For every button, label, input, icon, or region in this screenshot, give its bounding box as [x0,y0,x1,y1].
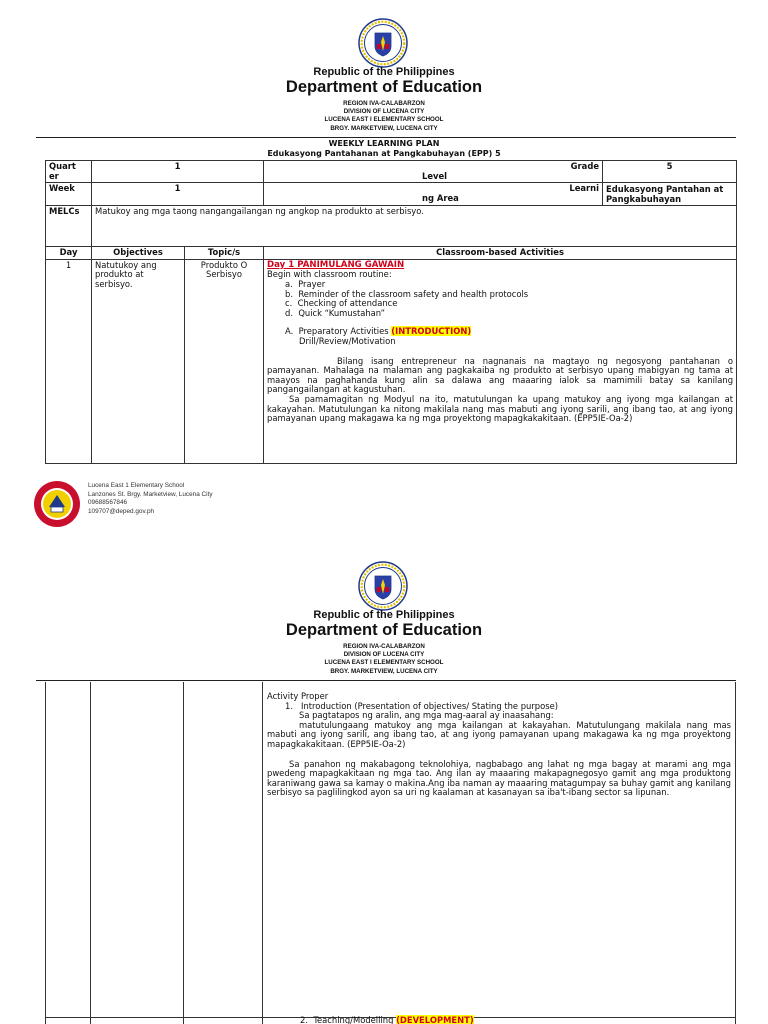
day1-objectives: Natutukoy ang produkto at serbisyo. [92,259,185,463]
footer-phone: 09688567846 [88,499,128,507]
learning-area-label: Learni [569,183,600,194]
melcs-value: Matukoy ang mga taong nangangailangan ng angkop na produkto at serbisyo. [92,206,737,247]
learning-area-value: Edukasyong Pantahan at Pangkabuhayan [603,183,737,206]
technology-paragraph: Sa panahon ng makabagong teknolohiya, nagbabago ang lahat ng mga bagay at marami ang mga pwedeng mapagkakitaan ng mga tao. Ang ilan ay maaaring makapagnegosyo gamit ang mga produktong karaniwang gawa sa kamay o makina.Ang iba naman ay maaaring matagumpay sa buhay gamit ang kanilang serbisyo sa paglilingkod ayon sa uri ng kaalaman at kasanayan sa iba't-ibang sector sa lipunan. [267,758,731,798]
learning-area-label-cont: ng Area [422,192,459,203]
day1-row [46,259,737,463]
header-topics: Topic/s [185,247,264,260]
republic-label: Republic of the Philippines [313,609,455,621]
footer-text [88,482,308,516]
address-label: BRGY. MARKETVIEW, LUCENA CITY [330,124,438,132]
drill-review-label: Drill/Review/Motivation [299,335,396,346]
activity-proper-block [267,692,731,798]
page2-col-line [45,682,46,1024]
page2-col-line [262,682,263,1024]
department-title: Department of Education [285,621,483,639]
day1-topic: Produkto O Serbisyo [185,259,264,463]
grade-value: 5 [603,161,737,183]
division-label: DIVISION OF LUCENA CITY [343,108,425,116]
introduction-item: 1. Introduction (Presentation of objectives/ Stating the purpose) [285,700,559,711]
header-activities: Classroom-based Activities [264,247,737,260]
routine-item: b. Reminder of the classroom safety and health protocols [285,288,529,299]
grade-label: Grade [570,161,600,171]
intro-expectation: Sa pagtatapos ng aralin, ang mga mag-aaral ay inaasahang: [299,710,554,721]
plan-heading [0,139,768,158]
footer-email: 109707@deped.gov.ph [88,507,155,515]
learning-plan-table [45,160,737,464]
header-divider [36,137,736,138]
preparatory-label: A. Preparatory Activities [285,326,389,337]
entrepreneur-paragraph: Bilang isang entrepreneur na nagnanais na magtayo ng negosyong pantahanan o pamayanan. Mahalaga na malaman ang pagkakaiba ng produkto at serbisyo upang mabigyan ng tama at maayos na paghahanda kung alin sa dalawa ang maaaring ialok sa mamimili batay sa kanilang pangangailangan at kagustuhan. [267,355,734,395]
column-header-row [46,247,737,260]
day1-number: 1 [46,259,92,463]
page1-header [0,66,768,133]
quarter-row [46,161,737,183]
plan-title: WEEKLY LEARNING PLAN [328,139,440,148]
grade-label-cell [264,161,603,183]
learning-area-label-cell [264,183,603,206]
school-label: LUCENA EAST I ELEMENTARY SCHOOL [324,116,444,124]
region-label: REGION IVA-CALABARZON [343,100,425,107]
address-label: BRGY. MARKETVIEW, LUCENA CITY [330,667,438,675]
page2-header-divider [36,680,736,681]
day1-activities [264,259,737,463]
teaching-modelling-item [300,1016,474,1024]
footer-address: Lanzones St. Brgy. Marketview, Lucena City [88,490,213,498]
department-title: Department of Education [285,78,483,96]
division-label: DIVISION OF LUCENA CITY [343,651,425,659]
intro-paragraph: matutulungaang matukoy ang mga kailangan at kakayahan. Matutulungang makilala nang mas mabuti ang iyong sarili, ang ibang tao, at ang iyong pamayanan upang makagawa ka ng mga proyektong mapagkakakitaan. (EPP5IE-Oa-2) [267,719,731,749]
week-row [46,183,737,206]
subject-title: Edukasyong Pantahanan at Pangkabuhayan (EPP) 5 [267,148,501,158]
activity-proper-label: Activity Proper [267,691,329,701]
page2-col-line [90,682,91,1024]
quarter-value: 1 [92,161,264,183]
page2-col-line [183,682,184,1024]
header-objectives: Objectives [92,247,185,260]
routine-intro: Begin with classroom routine: [267,269,392,280]
routine-item: d. Quick “Kumustahan” [285,307,385,318]
header-day: Day [46,247,92,260]
deped-seal-icon [358,18,408,68]
teaching-label: 2. Teaching/Modelling [300,1015,394,1024]
region-label: REGION IVA-CALABARZON [343,643,425,650]
week-value: 1 [92,183,264,206]
page2-col-line [735,682,736,1024]
melcs-label: MELCs [46,206,92,247]
week-label: Week [46,183,92,206]
grade-label-cont: Level [422,170,448,181]
melcs-row [46,206,737,247]
routine-item: a. Prayer [285,278,326,289]
school-label: LUCENA EAST I ELEMENTARY SCHOOL [324,659,444,667]
day1-activity-title: Day 1 PANIMULANG GAWAIN [267,259,405,270]
development-highlight: (DEVELOPMENT) [396,1015,474,1024]
routine-item: c. Checking of attendance [285,298,398,309]
page2-header [0,609,768,676]
school-logo-icon [33,480,81,528]
deped-seal-icon [358,561,408,611]
republic-label: Republic of the Philippines [313,66,455,78]
modyul-paragraph: Sa pamamagitan ng Modyul na ito, matutulungan ka upang matukoy ang iyong mga kailangan at kakayahan. Matutulungan ka nitong makilala nang mas mabuti ang iyong sarili, ang ibang tao, at ang iyong pamayanan upang makagawa ka ng mga proyektong mapagkakakitaan. (EPP5IE-Oa-2) [267,393,734,424]
footer-school-name: Lucena East 1 Elementary School [88,482,185,489]
introduction-highlight: (INTRODUCTION) [391,326,472,337]
quarter-label: Quart er [46,161,92,183]
